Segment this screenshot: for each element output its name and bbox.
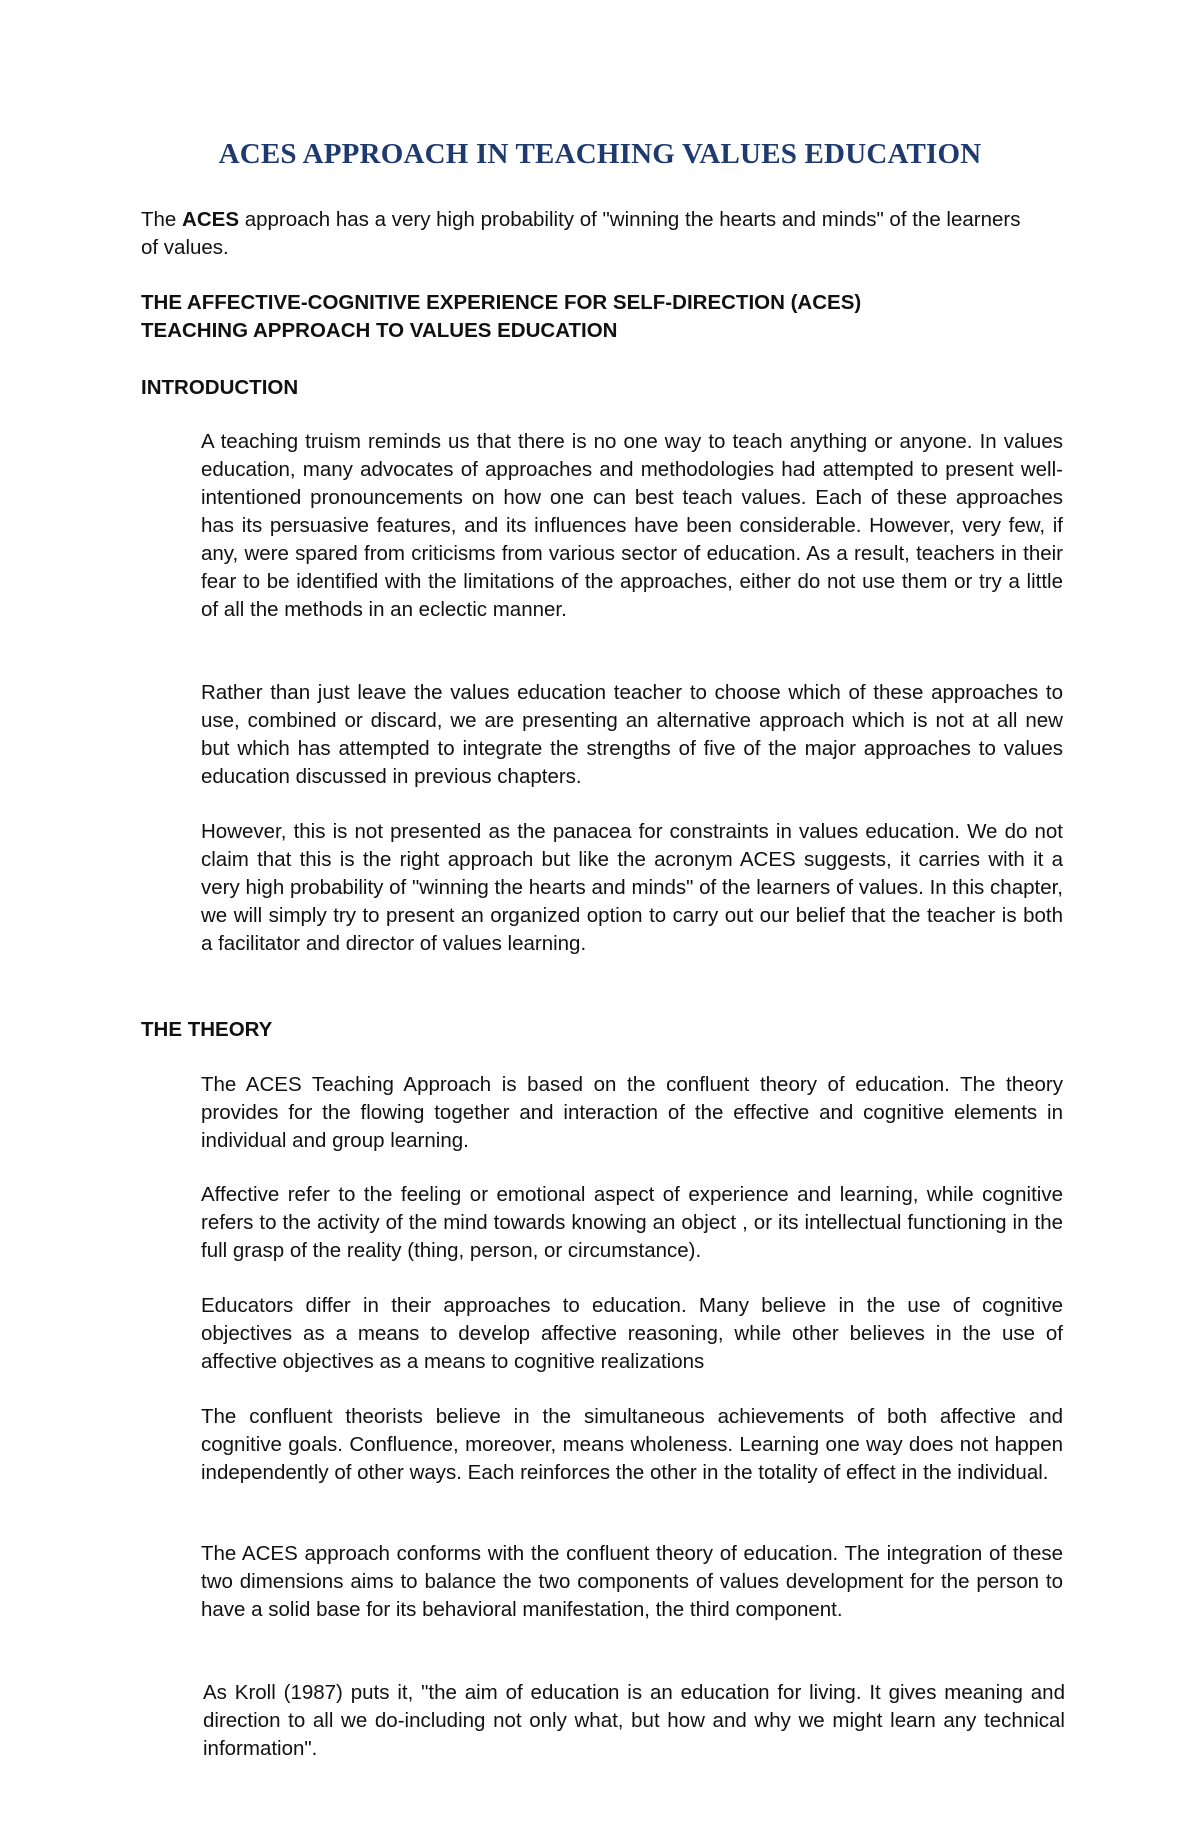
introduction-paragraph-2: Rather than just leave the values education teacher to choose which of these approaches to use, combined or discard, we are presenting an alternative approach which is not at all new but which has attempted to integrate the strengths of five of the major approaches to values education discussed in previous chapters. — [201, 681, 1063, 788]
theory-paragraph-2: Affective refer to the feeling or emotional aspect of experience and learning, while cognitive refers to the activity of the mind towards knowing an object , or its intellectual functioning in the full grasp of the reality (thing, person, or circumstance). — [201, 1183, 1063, 1262]
introduction-heading: INTRODUCTION — [141, 376, 299, 399]
theory-paragraph-3: Educators differ in their approaches to education. Many believe in the use of cognitive objectives as a means to develop affective reasoning, while other believes in the use of affective objectives as a means to cognitive realizations — [201, 1294, 1063, 1373]
main-heading-line2: TEACHING APPROACH TO VALUES EDUCATION — [141, 319, 618, 342]
document-title: ACES APPROACH IN TEACHING VALUES EDUCATION — [218, 138, 982, 170]
intro-paragraph — [141, 206, 1031, 262]
theory-heading: THE THEORY — [141, 1018, 273, 1041]
theory-paragraph-6: As Kroll (1987) puts it, "the aim of education is an education for living. It gives meaning and direction to all we do-including not only what, but how and why we might learn any technical information". — [203, 1681, 1065, 1760]
intro-acronym: ACES — [182, 208, 239, 231]
intro-pre: The — [141, 208, 183, 231]
introduction-paragraph-3: However, this is not presented as the panacea for constraints in values education. We do not claim that this is the right approach but like the acronym ACES suggests, it carries with it a very high probability of "winning the hearts and minds" of the learners of values. In this chapter, we will simply try to present an organized option to carry out our belief that the teacher is both a facilitator and director of values learning. — [201, 820, 1063, 955]
theory-paragraph-1: The ACES Teaching Approach is based on the confluent theory of education. The theory provides for the flowing together and interaction of the effective and cognitive elements in individual and group learning. — [201, 1073, 1063, 1152]
intro-post: approach has a very high probability of "winning the hearts and minds" of the learners of values. — [141, 208, 1021, 259]
theory-paragraph-4: The confluent theorists believe in the simultaneous achievements of both affective and cognitive goals. Confluence, moreover, means wholeness. Learning one way does not happen independently of other ways. Each reinforces the other in the totality of effect in the individual. — [201, 1405, 1063, 1484]
main-heading — [141, 289, 1041, 345]
introduction-paragraph-1: A teaching truism reminds us that there is no one way to teach anything or anyone. In values education, many advocates of approaches and methodologies had attempted to present well-intentioned pronouncements on how one can best teach values. Each of these approaches has its persuasive features, and its influences have been considerable. However, very few, if any, were spared from criticisms from various sector of education. As a result, teachers in their fear to be identified with the limitations of the approaches, either do not use them or try a little of all the methods in an eclectic manner. — [201, 430, 1063, 621]
theory-paragraph-5: The ACES approach conforms with the confluent theory of education. The integration of these two dimensions aims to balance the two components of values development for the person to have a solid base for its behavioral manifestation, the third component. — [201, 1542, 1063, 1621]
main-heading-line1: THE AFFECTIVE-COGNITIVE EXPERIENCE FOR SELF-DIRECTION (ACES) — [141, 291, 862, 314]
